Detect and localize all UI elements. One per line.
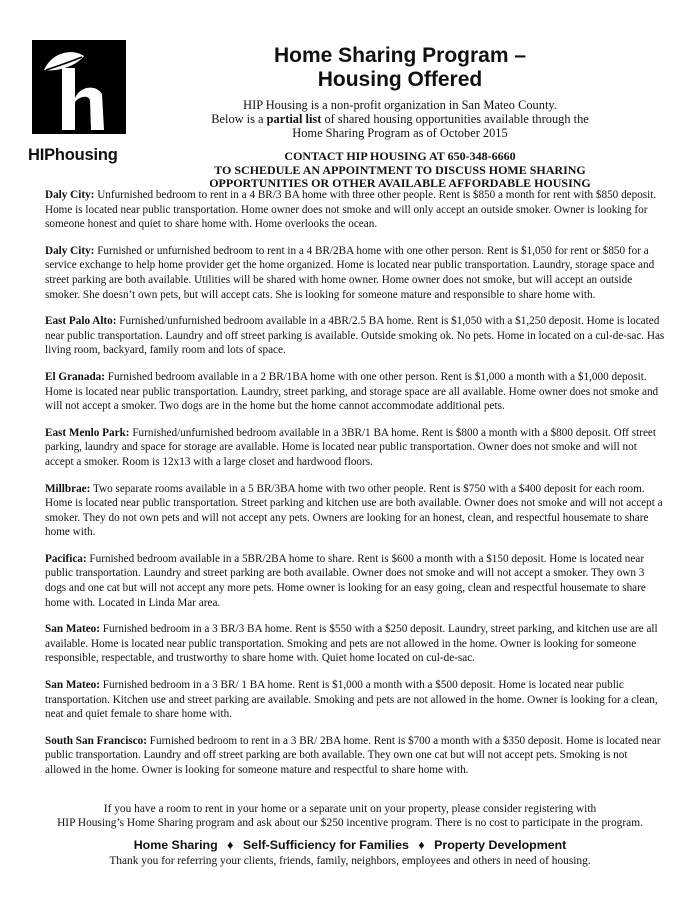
- listing-location: Millbrae:: [45, 482, 91, 495]
- listing: [45, 370, 665, 414]
- listing-text: Furnished/unfurnished bedroom available in a 4BR/2.5 BA home. Rent is $1,050 with a $1,250 deposit. Home is located near public transportation. Laundry and off street parking is available. Outside smoking ok. No pets. Home in located on a cul-de-sac. Has living room, backyard, family room and lots of space.: [45, 315, 665, 357]
- listing: [45, 426, 665, 470]
- listing-text: Furnished bedroom in a 3 BR/ 1 BA home. Rent is $1,000 a month with a $500 deposit. Home is located near public transportation. Kitchen use and street parking are available. Smoking and pets are not allowed in the home. Owner is looking for a clean, neat and quiet female to share home with.: [45, 679, 658, 721]
- intro-line-1: HIP Housing is a non-profit organization in San Mateo County.: [243, 98, 557, 112]
- listing: [45, 552, 665, 610]
- contact-line-3: OPPORTUNITIES OR OTHER AVAILABLE AFFORDABLE HOUSING: [209, 176, 591, 190]
- tagline-self-sufficiency: Self-Sufficiency for Families: [242, 838, 409, 852]
- intro-line-2: [140, 112, 660, 126]
- diamond-separator-icon: ♦: [418, 838, 425, 852]
- tagline-home-sharing: Home Sharing: [133, 838, 218, 852]
- listing: [45, 734, 665, 778]
- listing-location: Daly City:: [45, 189, 95, 201]
- intro-text: [140, 98, 660, 140]
- listing-text: Furnished or unfurnished bedroom to rent in a 4 BR/2BA home with one other person. Rent is $1,050 for rent or $850 for a service exchange to help home provider get the home organized. Home is located near public transportation. Laundry, storage space and street parking are both available. Utilities will be shared with home owner. Home owner does not smoke, but will accept an outside smoker. She doesn’t own pets, but will accept cats. She is looking for someone mature and responsible to share home with.: [45, 244, 655, 301]
- listing-text: Furnished bedroom available in a 5BR/2BA home to share. Rent is $600 a month with a $150 deposit. Home is located near public transportation. Laundry and street parking are both available. Owner does not smoke and will not accept a smoker. They own 3 dogs and one cat but will not accept any more pets. Home owner is looking for an easy going, clean and respectful housemate to share home with. Located in Linda Mar area.: [45, 552, 646, 609]
- page-title: [140, 44, 660, 92]
- thank-you-note: Thank you for referring your clients, friends, family, neighbors, employees and others in need of housing.: [109, 855, 591, 867]
- listing: [45, 314, 665, 358]
- page-header: [140, 44, 660, 191]
- listing-location: Daly City:: [45, 244, 95, 257]
- intro-line-2-pre: Below is a: [211, 112, 267, 126]
- intro-line-3: Home Sharing Program as of October 2015: [292, 126, 508, 140]
- contact-notice: [140, 150, 660, 191]
- footer-note: [20, 802, 680, 830]
- listing: [45, 244, 665, 302]
- listing-location: San Mateo:: [45, 623, 100, 636]
- listing-location: San Mateo:: [45, 679, 100, 692]
- intro-line-2-post: of shared housing opportunities available through the: [321, 112, 589, 126]
- page-title-line-1: Home Sharing Program –: [273, 44, 527, 67]
- page-footer: [20, 802, 680, 867]
- listing-text: Furnished bedroom in a 3 BR/3 BA home. Rent is $550 with a $250 deposit. Laundry, street parking, and kitchen use are all available. Home is located near public transportation. Smoking and pets are not allowed in the home. Owner is looking for someone responsible, respectable, and trustworthy to share home with. Quiet home located on cul-de-sac.: [45, 623, 658, 665]
- listing: [45, 188, 665, 232]
- listing-location: East Menlo Park:: [45, 426, 130, 439]
- listing-location: South San Francisco:: [45, 734, 147, 747]
- contact-line-1: CONTACT HIP HOUSING AT 650-348-6660: [284, 149, 516, 163]
- contact-line-2: TO SCHEDULE AN APPOINTMENT TO DISCUSS HOME SHARING: [214, 162, 586, 177]
- listings: [45, 188, 665, 790]
- listing: [45, 482, 665, 540]
- tagline: [20, 838, 680, 852]
- listing-location: El Granada:: [45, 370, 105, 383]
- intro-line-2-bold: partial list: [266, 112, 322, 126]
- listing-location: East Palo Alto:: [45, 315, 117, 328]
- logo-wordmark: HIPhousing: [28, 146, 118, 164]
- footer-note-line-2: HIP Housing’s Home Sharing program and ask about our $250 incentive program. There is no cost to participate in the program.: [57, 817, 643, 829]
- listing-location: Pacifica:: [45, 552, 87, 565]
- listing-text: Furnished bedroom available in a 2 BR/1BA home with one other person. Rent is $1,000 a month with a $1,000 deposit. Home is located near public transportation. Laundry, street parking, and storage space are all available. Home owner does not smoke and will not accept a smoker. Two dogs are in the home but the home cannot accommodate additional pets.: [45, 370, 659, 413]
- listing-text: Furnished bedroom to rent in a 3 BR/ 2BA home. Rent is $700 a month with a $350 deposit. Home is located near public transportation. Laundry and off street parking are both available. They own one cat but will not accept pets. Smoking is not allowed in the home. Owner is looking for someone mature and respectful to share home with.: [45, 734, 661, 776]
- listing-text: Furnished/unfurnished bedroom available in a 3BR/1 BA home. Rent is $800 a month with a $800 deposit. Off street parking, laundry and space for storage are available. Home is located near public transportation. Owner does not smoke and will not accept a smoker. Room is 12x13 with a large closet and hardwood floors.: [45, 426, 656, 468]
- logo: [28, 40, 130, 165]
- footer-note-line-1: If you have a room to rent in your home or a separate unit on your property, please consider registering with: [103, 803, 597, 815]
- h-leaf-logo-graphic: [32, 40, 126, 134]
- listing: [45, 622, 665, 666]
- h-leaf-logo-icon: [32, 40, 126, 134]
- listing: [45, 678, 665, 722]
- listing-text: Unfurnished bedroom to rent in a 4 BR/3 BA home with three other people. Rent is $850 a month for rent with $850 deposit. Home is located near public transportation. Home owner does not smoke and will only accept an outside smoker. Owner is looking for someone honest and quiet to share home with. Home overlooks the ocean.: [45, 189, 657, 231]
- tagline-property-development: Property Development: [434, 838, 567, 852]
- listing-text: Two separate rooms available in a 5 BR/3BA home with two other people. Rent is $750 with a $400 deposit for each room. Home is located near public transportation. Street parking and kitchen use are both available. Owner does not smoke and will not accept a smoker. They do not own pets and will not accept any pets. Owners are looking for an honest, clean, and respectful housemate to share home with.: [45, 482, 663, 539]
- diamond-separator-icon: ♦: [227, 838, 234, 852]
- page-title-line-2: Housing Offered: [317, 68, 483, 91]
